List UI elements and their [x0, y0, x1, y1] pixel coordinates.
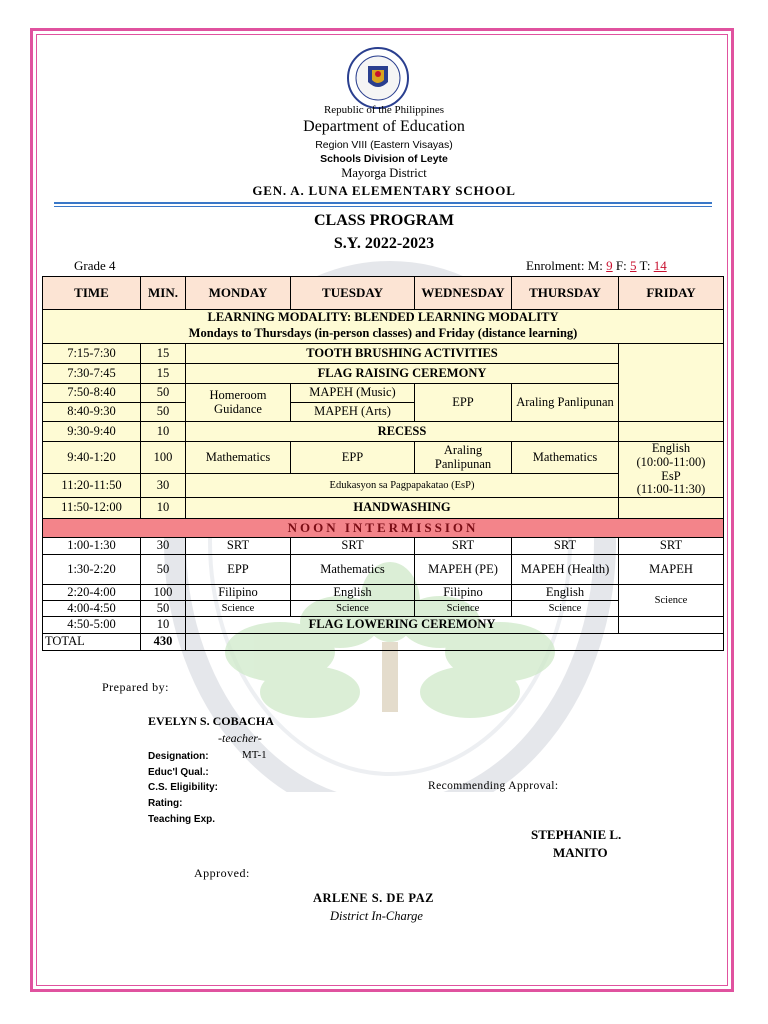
- enrolment-total-count: 14: [653, 258, 667, 273]
- time-cell: 4:50-5:00: [43, 617, 141, 634]
- designation-label: Designation:: [148, 751, 209, 762]
- activity-cell: TOOTH BRUSHING ACTIVITIES: [186, 344, 619, 364]
- min-cell: 50: [141, 555, 186, 585]
- time-cell: 1:30-2:20: [43, 555, 141, 585]
- table-row: [43, 538, 724, 555]
- class-program-table: [42, 276, 724, 651]
- department-title: Department of Education: [303, 118, 465, 135]
- header-friday: FRIDAY: [619, 277, 724, 310]
- monday-cell: SRT: [186, 538, 291, 555]
- wednesday-block1: EPP: [415, 384, 512, 422]
- thursday-cell: MAPEH (Health): [512, 555, 619, 585]
- table-total-row: [43, 634, 724, 651]
- monday-block1: [186, 384, 291, 422]
- header-rule-thin: [54, 206, 712, 207]
- homeroom-guidance: Homeroom Guidance: [209, 387, 267, 416]
- time-cell: 2:20-4:00: [43, 585, 141, 601]
- thursday-cell: Science: [512, 601, 619, 617]
- friday-handwashing-blank: [619, 498, 724, 519]
- friday-early-blank: [619, 344, 724, 422]
- activity-cell: FLAG RAISING CEREMONY: [186, 364, 619, 384]
- time-cell: 7:50-8:40: [43, 384, 141, 403]
- time-cell: 1:00-1:30: [43, 538, 141, 555]
- district-text: Mayorga District: [341, 166, 427, 180]
- header-rule-thick: [54, 202, 712, 204]
- recommender-name-line2: MANITO: [553, 845, 608, 860]
- min-cell: 50: [141, 384, 186, 403]
- handwashing-cell: HANDWASHING: [186, 498, 619, 519]
- approver-role: District In-Charge: [330, 909, 423, 923]
- min-cell: 10: [141, 617, 186, 634]
- thursday-cell: Mathematics: [512, 442, 619, 474]
- min-cell: 10: [141, 422, 186, 442]
- tuesday-arts: MAPEH (Arts): [291, 403, 415, 422]
- table-header-row: [43, 277, 724, 310]
- school-year: S.Y. 2022-2023: [333, 235, 435, 252]
- min-cell: 100: [141, 442, 186, 474]
- flag-lowering-cell: FLAG LOWERING CEREMONY: [186, 617, 619, 634]
- table-row: [43, 585, 724, 601]
- total-minutes: 430: [141, 634, 186, 651]
- teacher-name: EVELYN S. COBACHA: [148, 714, 274, 728]
- division-text: Schools Division of Leyte: [320, 153, 448, 165]
- table-row: [43, 422, 724, 442]
- approved-label: Approved:: [194, 866, 250, 880]
- school-name: GEN. A. LUNA ELEMENTARY SCHOOL: [252, 183, 516, 198]
- tuesday-cell: English: [291, 585, 415, 601]
- table-row: [43, 344, 724, 364]
- teacher-role: -teacher-: [218, 731, 262, 745]
- monday-cell: Science: [186, 601, 291, 617]
- friday-esp-time: (11:00-11:30): [636, 482, 706, 497]
- min-cell: 30: [141, 538, 186, 555]
- header-monday: MONDAY: [186, 277, 291, 310]
- friday-block2: [619, 442, 724, 498]
- cs-eligibility-label: C.S. Eligibility:: [148, 782, 219, 793]
- time-cell: 11:20-11:50: [43, 474, 141, 498]
- rating-label: Rating:: [148, 798, 183, 809]
- enrolment-male-count: 9: [606, 258, 613, 273]
- tuesday-cell: Science: [291, 601, 415, 617]
- enrolment-female-label: F:: [615, 258, 627, 273]
- deped-seal-logo: [336, 46, 420, 110]
- monday-cell: Filipino: [186, 585, 291, 601]
- region-text: Region VIII (Eastern Visayas): [315, 139, 453, 151]
- enrolment-male-label: M:: [587, 258, 603, 273]
- friday-flag-blank: [619, 617, 724, 634]
- designation-value: MT-1: [242, 749, 267, 761]
- min-cell: 10: [141, 498, 186, 519]
- header-time: TIME: [43, 277, 141, 310]
- approver-name: ARLENE S. DE PAZ: [313, 891, 434, 905]
- educ-qual-label: Educ'l Qual.:: [148, 767, 209, 778]
- friday-esp: EsP: [661, 468, 681, 483]
- friday-cell: SRT: [619, 538, 724, 555]
- friday-cell: MAPEH: [619, 555, 724, 585]
- esp-cell: Edukasyon sa Pagpapakatao (EsP): [186, 474, 619, 498]
- header-min: MIN.: [141, 277, 186, 310]
- table-row: [43, 617, 724, 634]
- enrolment-total-label: T:: [639, 258, 651, 273]
- time-cell: 11:50-12:00: [43, 498, 141, 519]
- wednesday-cell: Science: [415, 601, 512, 617]
- friday-filler: [619, 422, 724, 442]
- thursday-cell: SRT: [512, 538, 619, 555]
- recommender-name-line1: STEPHANIE L.: [531, 827, 622, 842]
- monday-cell: EPP: [186, 555, 291, 585]
- learning-modality-line: LEARNING MODALITY: BLENDED LEARNING MODALITY: [43, 310, 724, 326]
- thursday-cell: English: [512, 585, 619, 601]
- time-cell: 4:00-4:50: [43, 601, 141, 617]
- enrolment-summary: [526, 258, 667, 274]
- min-cell: 100: [141, 585, 186, 601]
- grade-level: Grade 4: [74, 258, 116, 273]
- table-row: [43, 442, 724, 474]
- header-wednesday: WEDNESDAY: [415, 277, 512, 310]
- wednesday-cell: SRT: [415, 538, 512, 555]
- prepared-by-label: Prepared by:: [102, 680, 169, 694]
- min-cell: 30: [141, 474, 186, 498]
- recess-cell: RECESS: [186, 422, 619, 442]
- tuesday-cell: SRT: [291, 538, 415, 555]
- min-cell: 50: [141, 601, 186, 617]
- wednesday-cell: Filipino: [415, 585, 512, 601]
- min-cell: 15: [141, 364, 186, 384]
- time-cell: 8:40-9:30: [43, 403, 141, 422]
- noon-intermission-row: NOON INTERMISSION: [43, 519, 724, 538]
- tuesday-cell: Mathematics: [291, 555, 415, 585]
- header-tuesday: TUESDAY: [291, 277, 415, 310]
- table-row: [43, 498, 724, 519]
- wednesday-cell: Araling Panlipunan: [415, 442, 512, 474]
- class-program-title: CLASS PROGRAM: [313, 212, 454, 229]
- enrolment-label: Enrolment:: [526, 258, 585, 273]
- table-row: [43, 555, 724, 585]
- header-thursday: THURSDAY: [512, 277, 619, 310]
- time-cell: 7:30-7:45: [43, 364, 141, 384]
- tuesday-cell: EPP: [291, 442, 415, 474]
- friday-cell: Science: [619, 585, 724, 617]
- tuesday-music: MAPEH (Music): [291, 384, 415, 403]
- republic-text: Republic of the Philippines: [323, 104, 445, 116]
- recommending-approval-label: Recommending Approval:: [428, 780, 559, 792]
- teaching-exp-label: Teaching Exp.: [148, 814, 216, 825]
- thursday-block1: Araling Panlipunan: [512, 384, 619, 422]
- friday-english: English: [651, 441, 691, 455]
- wednesday-cell: MAPEH (PE): [415, 555, 512, 585]
- min-cell: 15: [141, 344, 186, 364]
- enrolment-female-count: 5: [630, 258, 637, 273]
- learning-modality-schedule: Mondays to Thursdays (in-person classes) and Friday (distance learning): [43, 326, 724, 344]
- time-cell: 7:15-7:30: [43, 344, 141, 364]
- friday-english-time: (10:00-11:00): [636, 454, 706, 469]
- monday-cell: Mathematics: [186, 442, 291, 474]
- time-cell: 9:30-9:40: [43, 422, 141, 442]
- min-cell: 50: [141, 403, 186, 422]
- total-blank: [186, 634, 724, 651]
- total-label: TOTAL: [43, 634, 141, 651]
- time-cell: 9:40-1:20: [43, 442, 141, 474]
